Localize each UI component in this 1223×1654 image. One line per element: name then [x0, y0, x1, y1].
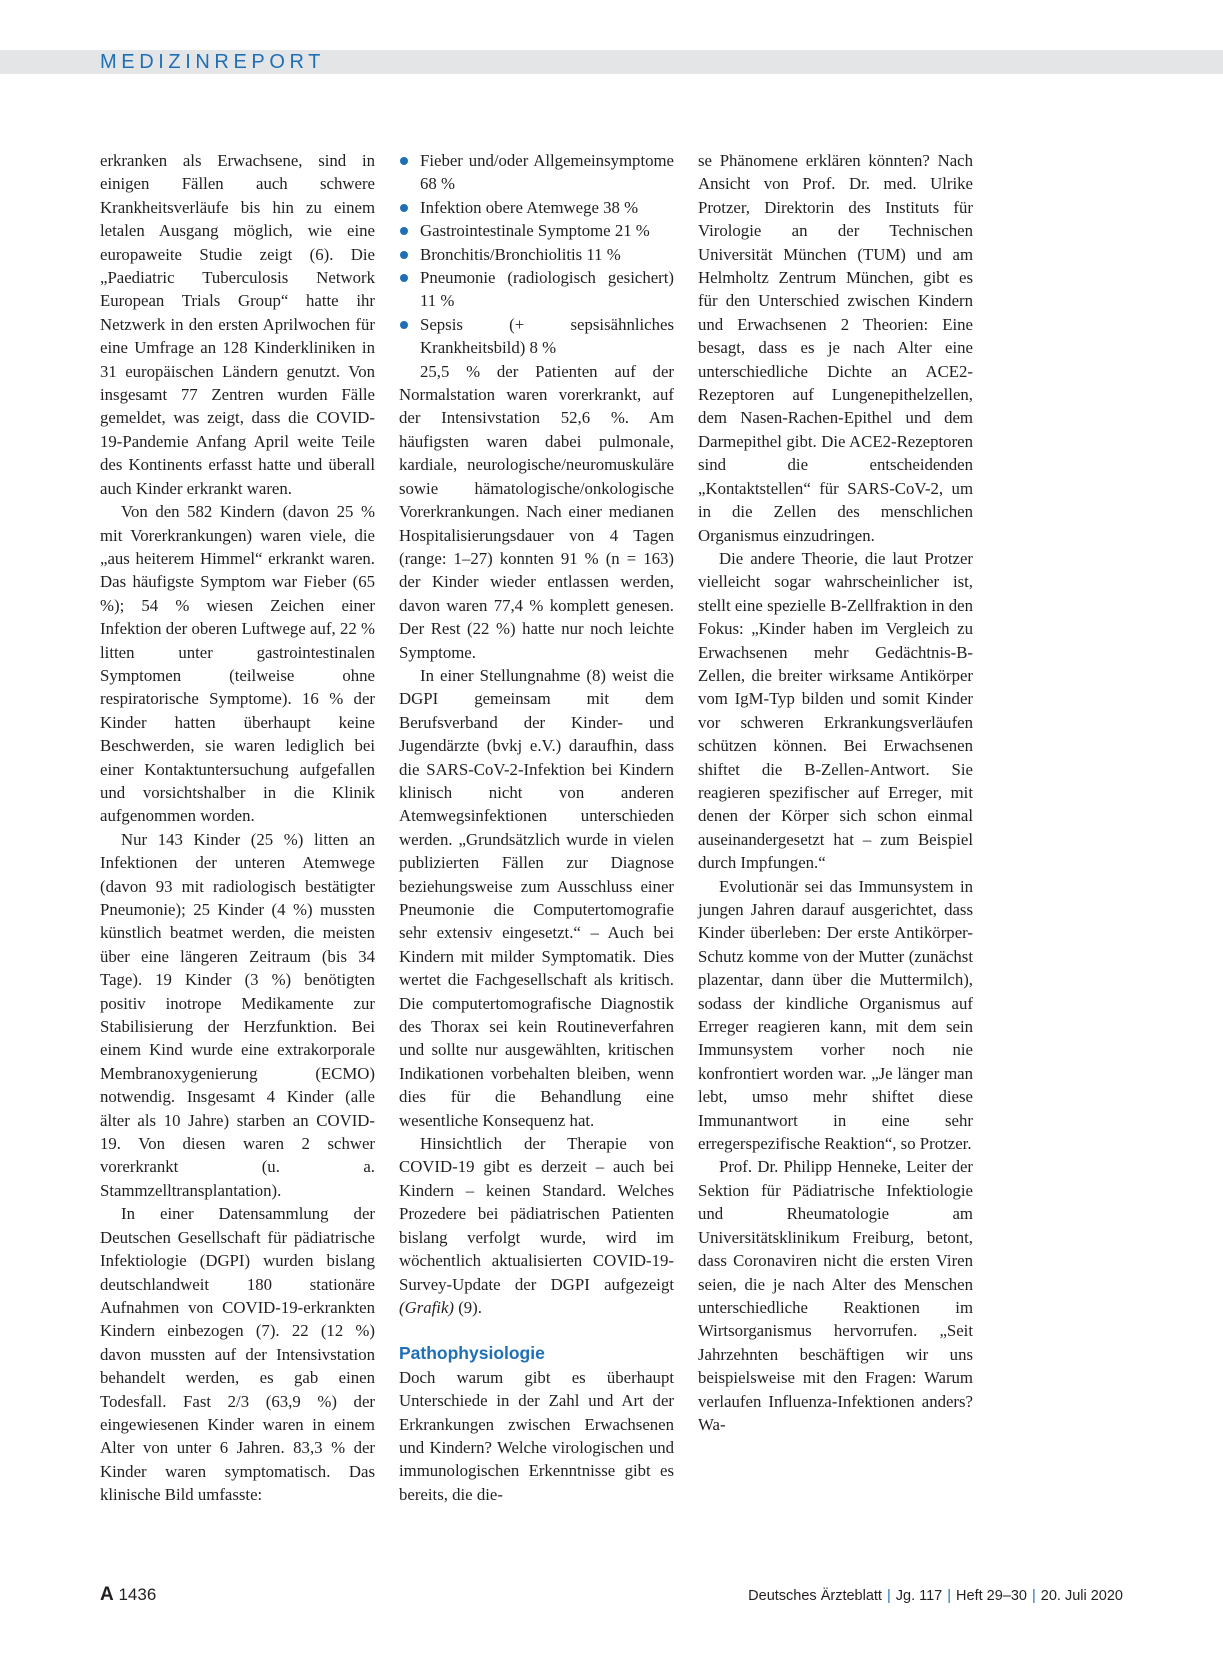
paragraph: se Phänomene erklären könnten? Nach Ansicht von Prof. Dr. med. Ulrike Protzer, Direktorin des Instituts für Virologie an der Technischen Universität München (TUM) und am Helmholtz Zentrum München, gibt es für den Unterschied zwischen Kindern und Erwachsenen 2 Theorien: Eine besagt, dass es je nach Alter eine unterschiedliche Dichte an ACE2-Rezeptoren auf Lungenepithelzellen, dem Nasen-Rachen-Epithel und dem Darmepithel gibt. Die ACE2-Rezeptoren sind die entscheidenden „Kontaktstellen“ für SARS-CoV-2, um in die Zellen des menschlichen Organismus einzudringen. [698, 151, 973, 545]
section-label: MEDIZINREPORT [100, 51, 325, 73]
list-item-text: Infektion obere Atemwege 38 % [420, 197, 639, 217]
paragraph: In einer Datensammlung der Deutschen Gesellschaft für pädiatrische Infektiologie (DGPI) wurden bislang deutschlandweit 180 stationäre Aufnahmen von COVID-19-erkrankten Kindern einbezogen (7). 22 (12 %) davon mussten auf der Intensivstation behandelt werden, es gab einen Todesfall. Fast 2/3 (63,9 %) der eingewiesenen Kinder waren in einem Alter von unter 6 Jahren. 83,3 % der Kinder waren symptomatisch. Das klinische Bild umfasste: [100, 1204, 375, 1505]
list-item [399, 149, 674, 196]
paragraph: In einer Stellungnahme (8) weist die DGPI gemeinsam mit dem Berufsverband der Kinder- und Jugendärzte (bvkj e.V.) daraufhin, dass die SARS-CoV-2-Infektion bei Kindern klinisch nicht von anderen Atemwegsinfektionen unterschieden werden. „Grundsätzlich wurde in vielen publizierten Fällen zur Diagnose beziehungsweise zum Ausschluss einer Pneumonie die Computertomografie sehr extensiv eingesetzt.“ – Auch bei Kindern mit milder Symptomatik. Dies wertet die Fachgesellschaft als kritisch. Die computertomografische Diagnostik des Thorax sei kein Routineverfahren und sollte nur ausgewählten, kritischen Indikationen vorbehalten bleiben, wenn dies für die Behandlung eine wesentliche Konsequenz hat. [399, 665, 674, 1130]
list-item [399, 313, 674, 360]
page-number [100, 1584, 156, 1606]
list-item [399, 196, 674, 219]
bullet-icon [400, 274, 408, 282]
text-column-2 [399, 149, 674, 1506]
journal-date: 20. Juli 2020 [1040, 1588, 1123, 1604]
separator: | [947, 1588, 952, 1604]
paragraph: erkranken als Erwachsene, sind in einigen Fällen auch schwere Krankheitsverläufe bis hin zu einem letalen Ausgang möglich, wie eine europaweite Studie zeigt (6). Die „Paediatric Tuberculosis Network European Trials Group“ hatte ihr Netzwerk in den ersten Aprilwochen für eine Umfrage an 128 Kinderkliniken in 31 europäischen Ländern genutzt. Von insgesamt 77 Zentren wurden Fälle gemeldet, was zeigt, dass die COVID-19-Pandemie Anfang April weite Teile des Kontinents erfasst hatte und überall auch Kinder erkrankt waren. [100, 151, 375, 498]
list-item-text: Bronchitis/Bronchiolitis 11 % [420, 244, 621, 264]
journal-issue: Heft 29–30 [956, 1588, 1027, 1604]
bullet-icon [400, 204, 408, 212]
page-number-value: 1436 [118, 1585, 157, 1604]
bullet-icon [400, 157, 408, 165]
paragraph: Prof. Dr. Philipp Henneke, Leiter der Sektion für Pädiatrische Infektiologie und Rheumatologie am Universitätsklinikum Freiburg, betont, dass Coronaviren nicht die ersten Viren seien, die je nach Alter des Menschen unterschiedliche Reaktionen im Wirtsorganismus hervorrufen. „Seit Jahrzehnten beschäftigen wir uns beispielsweise mit den Fragen: Warum verlaufen Influenza-Infektionen anders? Wa- [698, 1157, 973, 1434]
bullet-icon [400, 227, 408, 235]
list-item-text: Gastrointestinale Symptome 21 % [420, 221, 650, 241]
journal-citation [748, 1586, 1123, 1606]
paragraph: Von den 582 Kindern (davon 25 % mit Vorerkrankungen) waren viele, die „aus heiterem Himmel“ erkrankt waren. Das häufigste Symptom war Fieber (65 %); 54 % wiesen Zeichen einer Infektion der oberen Luftwege auf, 22 % litten unter gastrointestinalen Symptomen (teilweise ohne respiratorische Symptome). 16 % der Kinder hatten überhaupt keine Beschwerden, sie waren lediglich bei einer Kontaktuntersuchung aufgefallen und vorsichtshalber in die Klinik aufgenommen worden. [100, 502, 375, 826]
separator: | [886, 1588, 891, 1604]
list-item-text: Fieber und/oder Allgemeinsymptome 68 % [420, 151, 674, 194]
paragraph [399, 1132, 674, 1319]
list-item [399, 266, 674, 313]
text-column-3 [698, 149, 973, 1436]
bullet-icon [400, 321, 408, 329]
paragraph-text: (9). [454, 1297, 482, 1317]
section-heading: Pathophysiologie [399, 1343, 545, 1364]
journal-volume: Jg. 117 [895, 1588, 943, 1604]
figure-reference: (Grafik) [399, 1297, 454, 1317]
list-item [399, 219, 674, 242]
text-column-1 [100, 149, 375, 1507]
list-item-text: Pneumonie (radiologisch gesichert) 11 % [420, 268, 674, 311]
list-item [399, 243, 674, 266]
paragraph: Doch warum gibt es überhaupt Unterschiede in der Zahl und Art der Erkrankungen zwischen Erwachsenen und Kindern? Welche virologischen und immunologischen Erkenntnisse gibt es bereits, die die- [399, 1367, 674, 1504]
bullet-icon [400, 251, 408, 259]
paragraph: 25,5 % der Patienten auf der Normalstation waren vorerkrankt, auf der Intensivstation 52,6 %. Am häufigsten waren dabei pulmonale, kardiale, neurologische/neuromuskuläre sowie hämatologische/onkologische Vorerkrankungen. Nach einer medianen Hospitalisierungsdauer von 4 Tagen (range: 1–27) konnten 91 % (n = 163) der Kinder wieder entlassen werden, davon waren 77,4 % komplett genesen. Der Rest (22 %) hatte nur noch leichte Symptome. [399, 361, 674, 662]
symptom-list [399, 149, 674, 360]
page-prefix: A [100, 1584, 114, 1605]
list-item-text: Sepsis (+ sepsisähnliches Krankheitsbild) 8 % [420, 314, 674, 358]
paragraph: Evolutionär sei das Immunsystem in jungen Jahren darauf ausgerichtet, dass Kinder überleben: Der erste Antikörper-Schutz komme von der Mutter (zunächst plazentar, dann über die Muttermilch), sodass der kindliche Organismus auf Erreger reagieren kann, mit dem sein Immunsystem vorher noch nie konfrontiert worden war. „Je länger man lebt, umso mehr shiftet diese Immunantwort in eine sehr erregerspezifische Reaktion“, so Protzer. [698, 876, 973, 1154]
separator: | [1031, 1588, 1036, 1604]
journal-name: Deutsches Ärzteblatt [748, 1588, 882, 1604]
paragraph: Die andere Theorie, die laut Protzer vielleicht sogar wahrscheinlicher ist, stellt eine spezielle B-Zellfraktion in den Fokus: „Kinder haben im Vergleich zu Erwachsenen mehr Gedächtnis-B-Zellen, die breiter wirksame Antikörper vom IgM-Typ bilden und somit Kinder vor schweren Erkrankungsverläufen schützen können. Bei Erwachsenen shiftet die B-Zellen-Antwort. Sie reagieren spezifischer auf Erreger, mit denen der Körper sich schon einmal auseinandergesetzt hat – zum Beispiel durch Impfungen.“ [698, 548, 973, 873]
paragraph: Nur 143 Kinder (25 %) litten an Infektionen der unteren Atemwege (davon 93 mit radiologisch bestätigter Pneumonie); 25 Kinder (4 %) mussten künstlich beatmet werden, die meisten über eine längeren Zeitraum (bis 34 Tage). 19 Kinder (3 %) benötigten positiv inotrope Medikamente zur Stabilisierung der Herzfunktion. Bei einem Kind wurde eine extrakorporale Membranoxygenierung (ECMO) notwendig. Insgesamt 4 Kinder (alle älter als 10 Jahre) starben an COVID-19. Von diesen waren 2 schwer vorerkrankt (u. a. Stammzelltransplantation). [100, 829, 375, 1200]
paragraph-text: Hinsichtlich der Therapie von COVID-19 gibt es derzeit – auch bei Kindern – keinen Standard. Welches Prozedere bei pädiatrischen Patienten bislang verfolgt wurde, wird im wöchentlich aktualisierten COVID-19-Survey-Update der DGPI aufgezeigt [399, 1134, 674, 1294]
